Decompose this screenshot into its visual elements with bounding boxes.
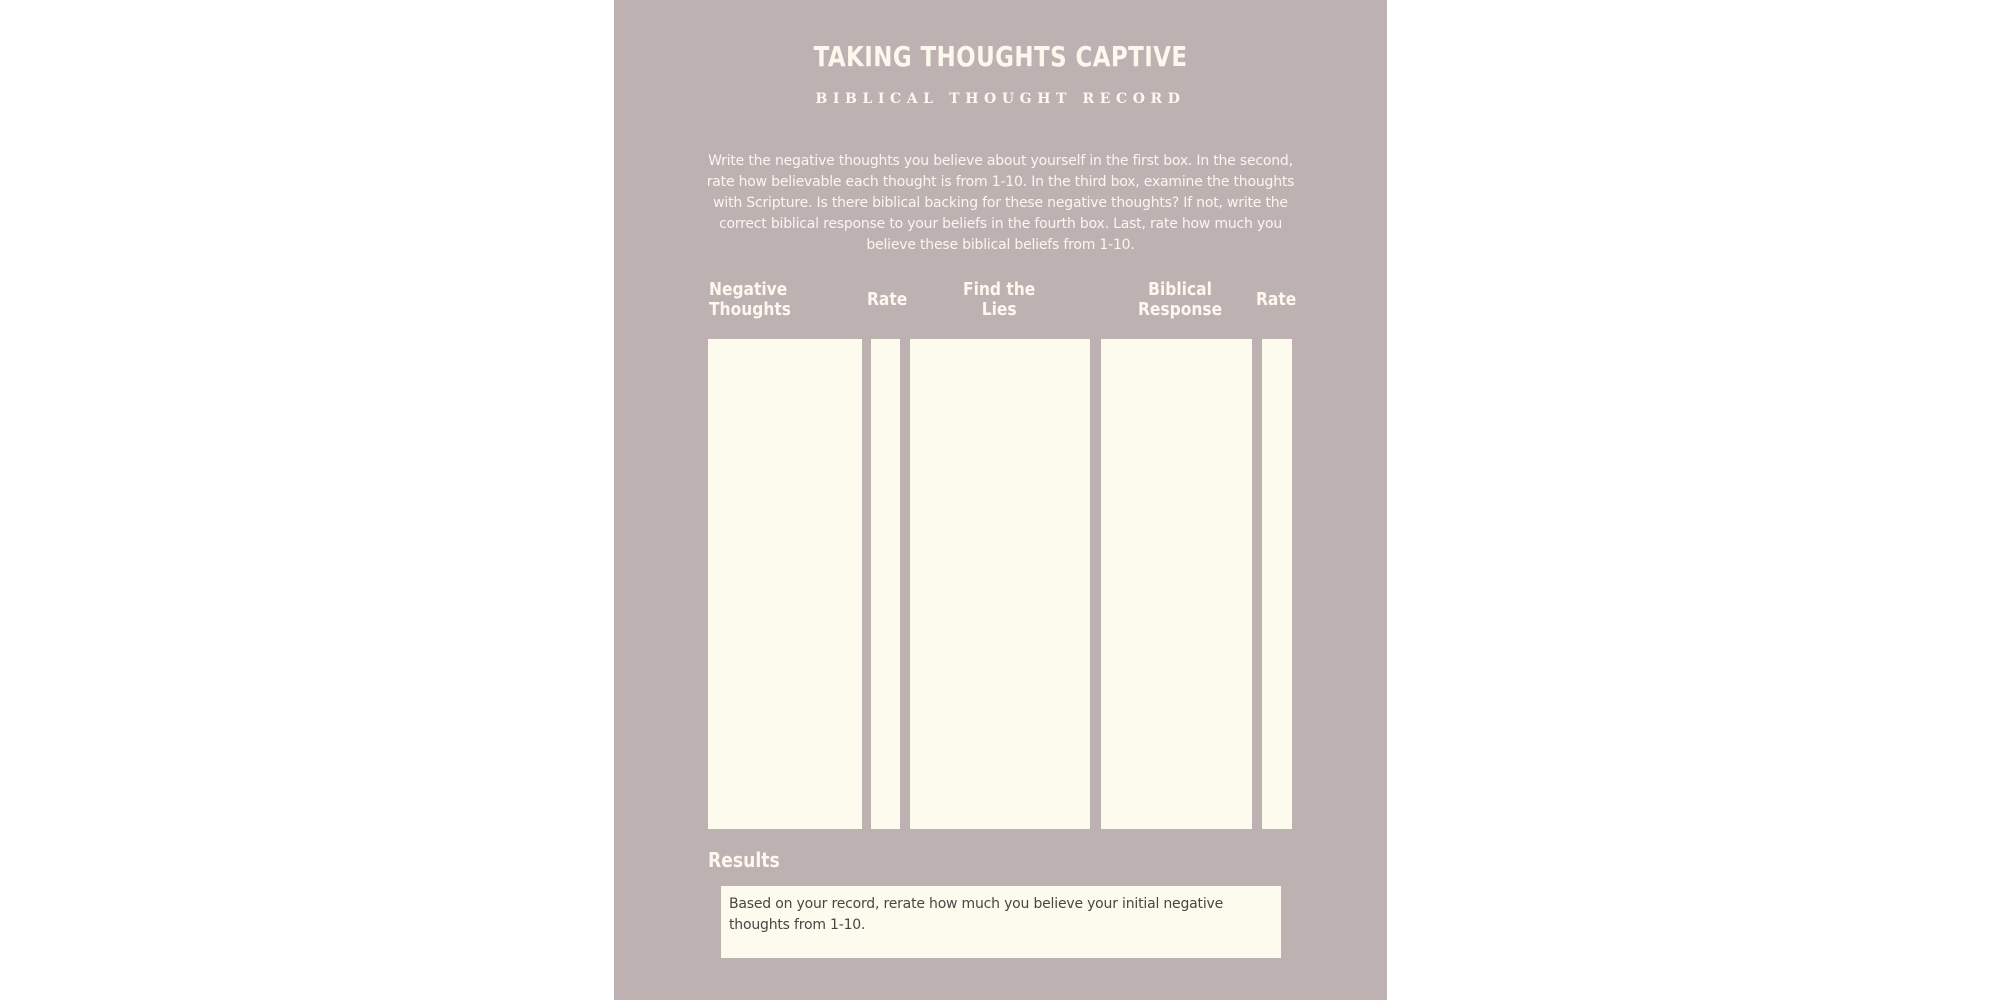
column-header-rate-2: Rate <box>1256 289 1297 310</box>
column-header-find-the-lies: Find the Lies <box>963 279 1036 320</box>
column-header-biblical-response: Biblical Response <box>1138 279 1223 320</box>
worksheet-page <box>614 0 1387 1000</box>
biblical-response-box[interactable] <box>1101 339 1252 829</box>
rate-box-2[interactable] <box>1262 339 1292 829</box>
page-title: TAKING THOUGHTS CAPTIVE <box>813 40 1188 73</box>
find-the-lies-box[interactable] <box>910 339 1090 829</box>
column-header-rate-1: Rate <box>867 289 908 310</box>
results-box[interactable] <box>721 886 1281 958</box>
results-text: Based on your record, rerate how much you believe your initial negative thoughts from 1-10. <box>729 896 1224 933</box>
results-heading: Results <box>708 848 780 872</box>
negative-thoughts-box[interactable] <box>708 339 862 829</box>
instructions-text: Write the negative thoughts you believe about yourself in the first box. In the second, rate how believable each thought is from 1-10. In the third box, examine the thoughts with Scripture. Is there biblical backing for these negative thoughts? If not, write the correct biblical response to your beliefs in the fourth box. Last, rate how much you believe these biblical beliefs from 1-10. <box>706 153 1295 253</box>
column-header-negative-thoughts: Negative Thoughts <box>709 279 791 320</box>
page-subtitle: BIBLICAL THOUGHT RECORD <box>815 91 1186 107</box>
rate-box-1[interactable] <box>871 339 900 829</box>
